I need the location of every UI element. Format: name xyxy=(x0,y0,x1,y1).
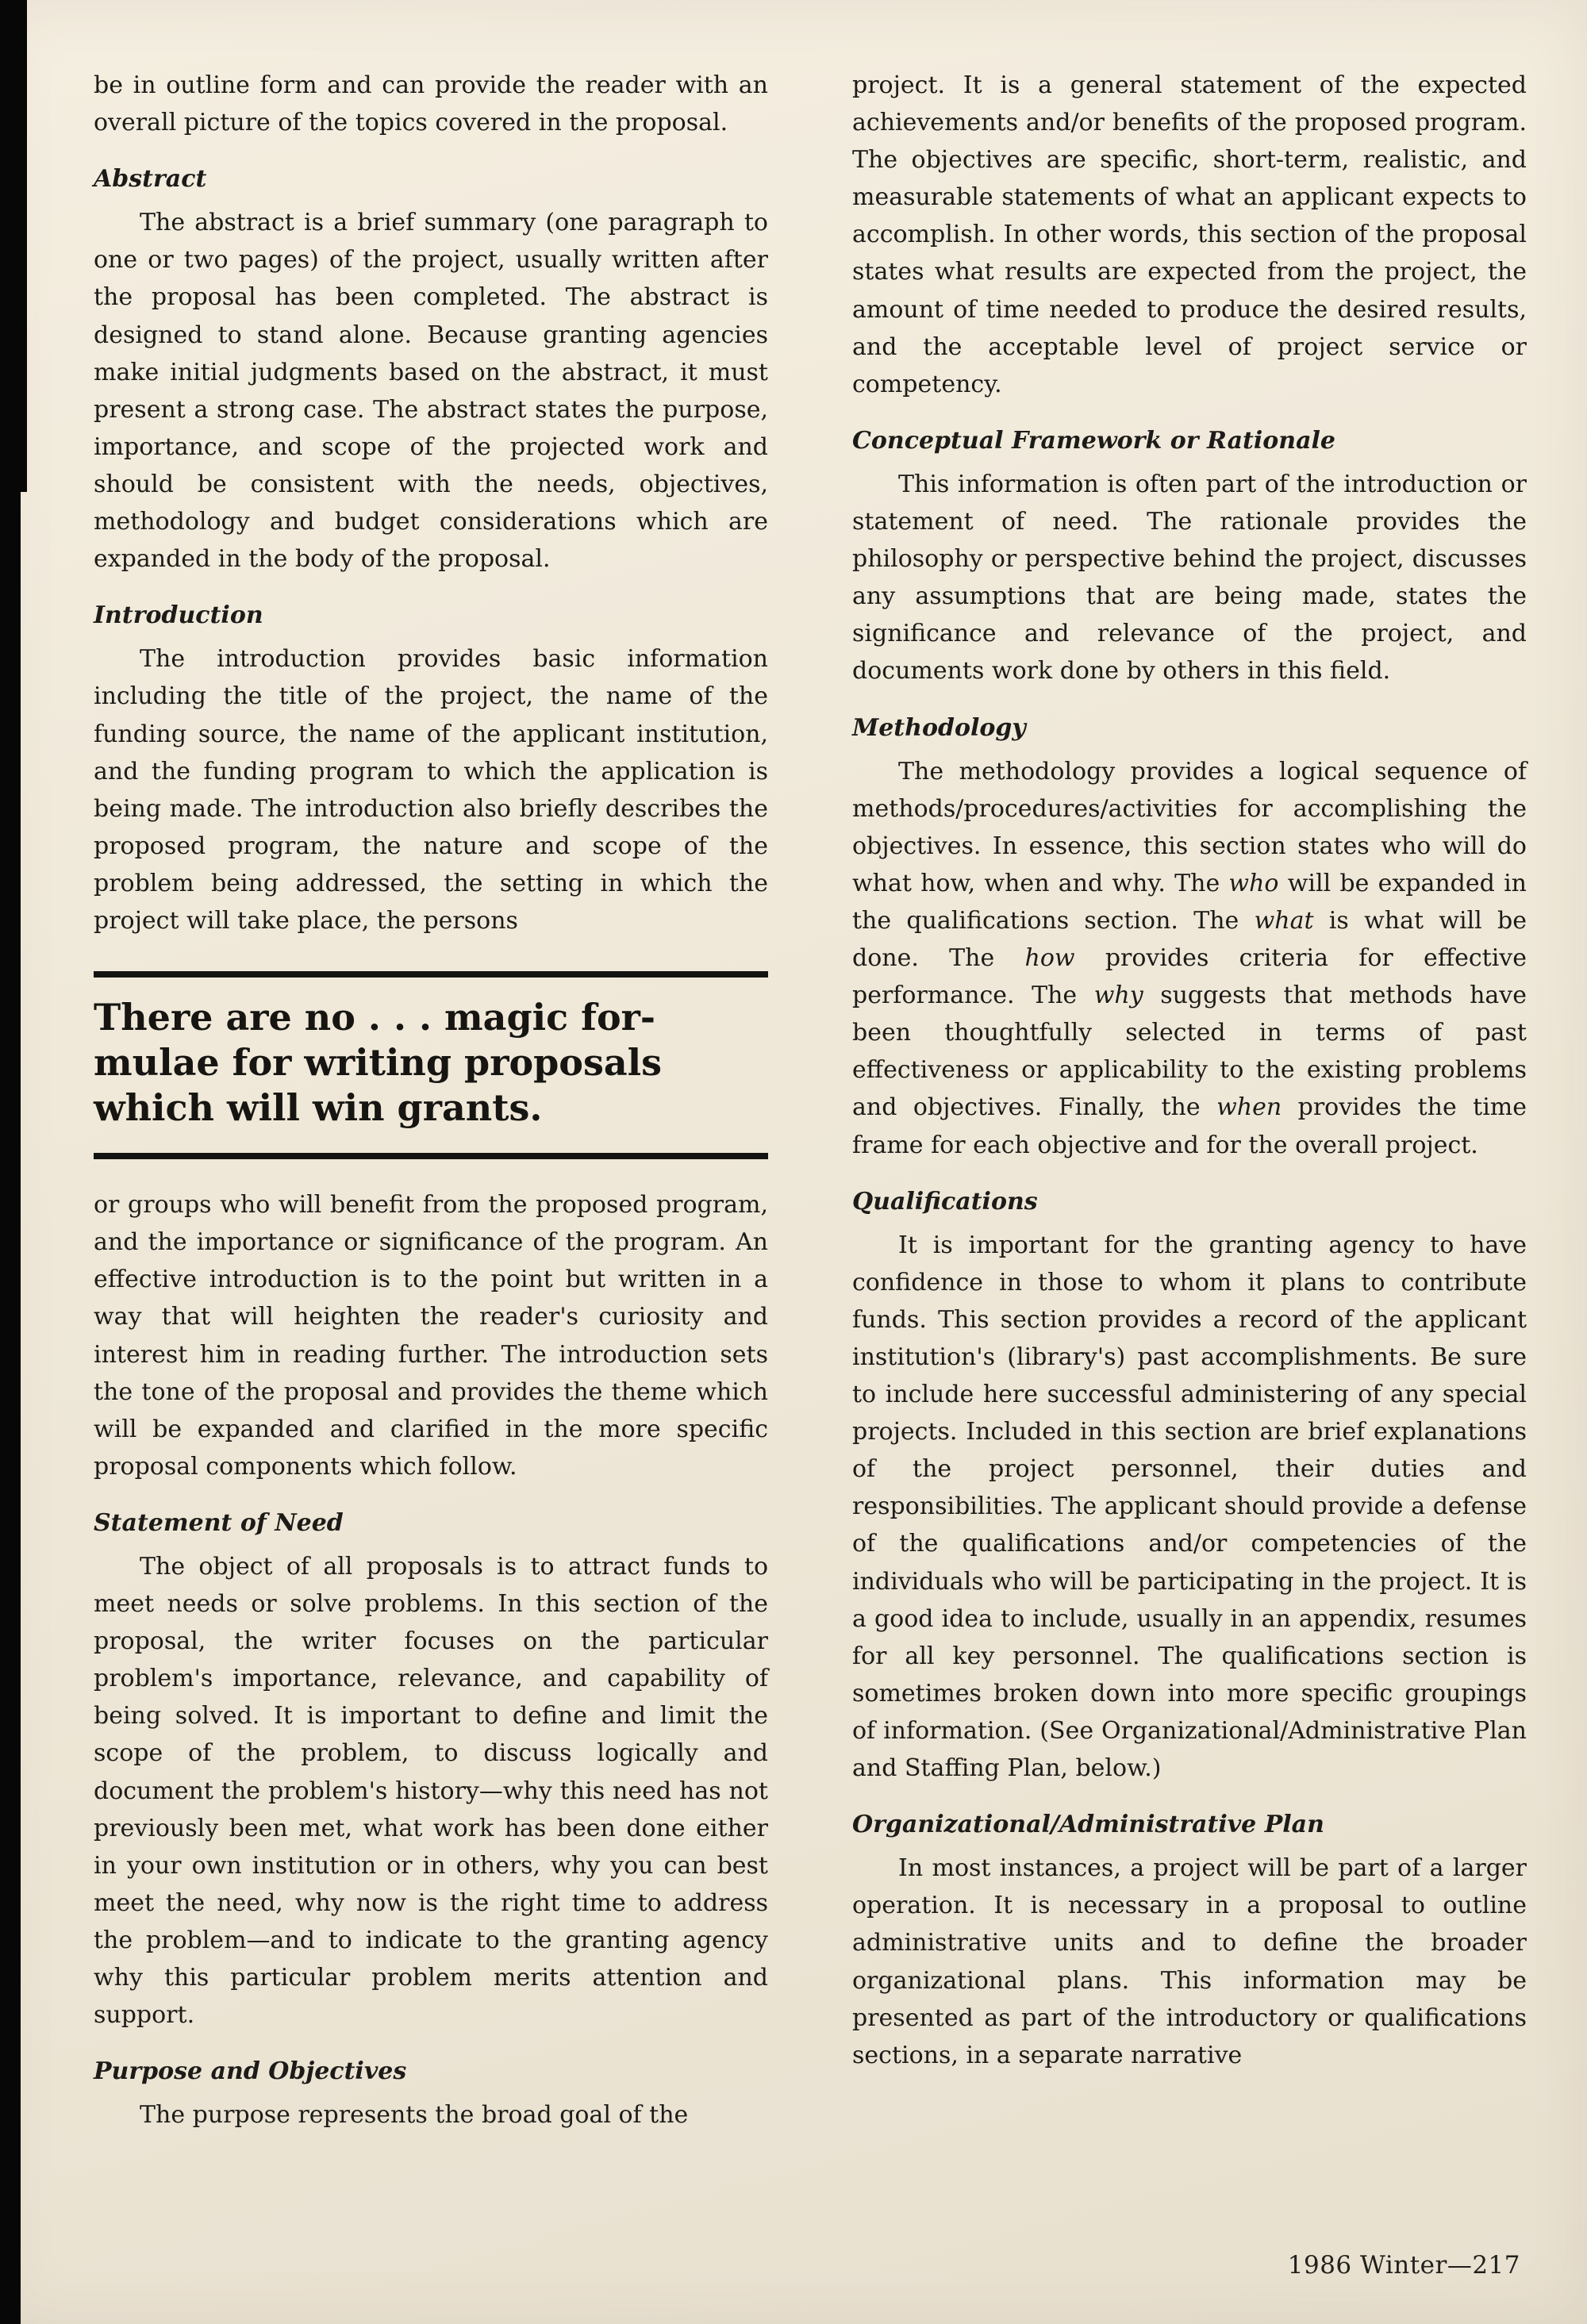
pull-quote-line: mulae for writing proposals xyxy=(94,1041,663,1085)
methodology-italic-when: when xyxy=(1216,1093,1282,1122)
methodology-text: suggests that methods have been thoughtfully selected in terms of past effectiveness or applicability to the existing problems and objectives. Finally, the xyxy=(852,981,1527,1122)
paragraph-purpose-fragment: The purpose represents the broad goal of the xyxy=(140,2101,689,2130)
left-column xyxy=(94,67,768,2142)
methodology-text: The methodology provides a logical sequence of methods/procedures/activities for accomplishing the objectives. In essence, this section states who will do what how, when and why. The xyxy=(852,757,1527,897)
heading-statement-of-need: Statement of Need xyxy=(94,1508,344,1537)
page-footer: 1986 Winter—217 xyxy=(1287,2251,1520,2280)
methodology-text: provides the time frame for each objective and for the overall project. xyxy=(852,1093,1527,1159)
methodology-italic-how: how xyxy=(1024,944,1075,973)
methodology-italic-why: why xyxy=(1093,981,1143,1010)
heading-methodology: Methodology xyxy=(852,713,1026,742)
heading-qualifications: Qualifications xyxy=(852,1187,1038,1216)
heading-abstract: Abstract xyxy=(94,165,207,194)
heading-organizational-plan: Organizational/Administrative Plan xyxy=(852,1811,1324,1839)
heading-purpose-and-objectives: Purpose and Objectives xyxy=(94,2057,407,2086)
continuation-paragraph: be in outline form and can provide the reader with an overall picture of the topics covered in the proposal. xyxy=(94,71,768,137)
paragraph-abstract: The abstract is a brief summary (one paragraph to one or two pages) of the project, usually written after the proposal has been completed. The abstract is designed to stand alone. Because granting agencies make initial judgments based on the abstract, it must present a strong case. The abstract states the purpose, importance, and scope of the projected work and should be consistent with the needs, objectives, methodology and budget considerations which are expanded in the body of the proposal. xyxy=(94,209,768,574)
methodology-text: provides criteria for effective performance. The xyxy=(852,944,1527,1010)
heading-conceptual-framework: Conceptual Framework or Rationale xyxy=(852,426,1336,455)
paragraph-qualifications: It is important for the granting agency to have confidence in those to whom it plans to contribute funds. This section provides a record of the applicant institution's (library's) past accomplishments. Be sure to include here successful administering of any special projects. Included in this section are brief explanations of the project personnel, their duties and responsibilities. The applicant should provide a defense of the qualifications and/or competencies of the individuals who will be participating in the project. It is a good idea to include, usually in an appendix, resumes for all key personnel. The qualifications section is sometimes broken down into more specific groupings of information. (See Organizational/Administrative Plan and Staffing Plan, below.) xyxy=(852,1231,1527,1783)
methodology-text: will be expanded in the qualifications section. The xyxy=(852,869,1527,935)
heading-introduction: Introduction xyxy=(94,601,263,630)
paragraph-introduction-continued: or groups who will benefit from the proposed program, and the importance or significance of the program. An effective introduction is to the point but written in a way that will heighten the reader's curiosity and interest him in reading further. The introduction sets the tone of the proposal and provides the theme which will be expanded and clarified in the more specific proposal components which follow. xyxy=(94,1191,768,1481)
paragraph-organizational-plan: In most instances, a project will be part of a larger operation. It is necessary in a proposal to outline administrative units and to define the broader organizational plans. This information may be presented as part of the introductory or qualifications sections, in a separate narrative xyxy=(852,1854,1527,2069)
methodology-text: is what will be done. The xyxy=(852,906,1527,973)
methodology-italic-who: who xyxy=(1228,869,1279,897)
paragraph-purpose-continued: project. It is a general statement of the expected achievements and/or benefits of the proposed program. The objectives are specific, short-term, realistic, and measurable statements of what an applicant expects to accomplish. In other words, this section of the proposal states what results are expected from the project, the amount of time needed to produce the desired results, and the acceptable level of project service or competency. xyxy=(852,71,1527,398)
paragraph-conceptual-framework: This information is often part of the introduction or statement of need. The rationale provides the philosophy or perspective behind the project, discusses any assumptions that are being made, states the significance and relevance of the project, and documents work done by others in this field. xyxy=(852,470,1527,686)
paragraph-introduction: The introduction provides basic information including the title of the project, the name of the funding source, the name of the applicant institution, and the funding program to which the application is being made. The introduction also briefly describes the proposed program, the nature and scope of the problem being addressed, the setting in which the project will take place, the persons xyxy=(94,645,768,935)
right-column xyxy=(852,67,1527,2142)
paragraph-methodology xyxy=(852,753,1527,1164)
pull-quote xyxy=(94,971,768,1159)
methodology-italic-what: what xyxy=(1254,906,1314,935)
paragraph-statement-of-need: The object of all proposals is to attract funds to meet needs or solve problems. In this section of the proposal, the writer focuses on the particular problem's importance, relevance, and capability of being solved. It is important to define and limit the scope of the problem, to discuss logically and document the problem's history—why this need has not previously been met, what work has been done either in your own institution or in others, why you can best meet the need, why now is the right time to address the problem—and to indicate to the granting agency why this particular problem merits attention and support. xyxy=(94,1553,768,2030)
pull-quote-line: There are no . . . magic for- xyxy=(94,996,655,1039)
pull-quote-line: which will win grants. xyxy=(94,1086,543,1130)
scan-edge-corner xyxy=(0,0,27,492)
page-content xyxy=(94,67,1527,2142)
